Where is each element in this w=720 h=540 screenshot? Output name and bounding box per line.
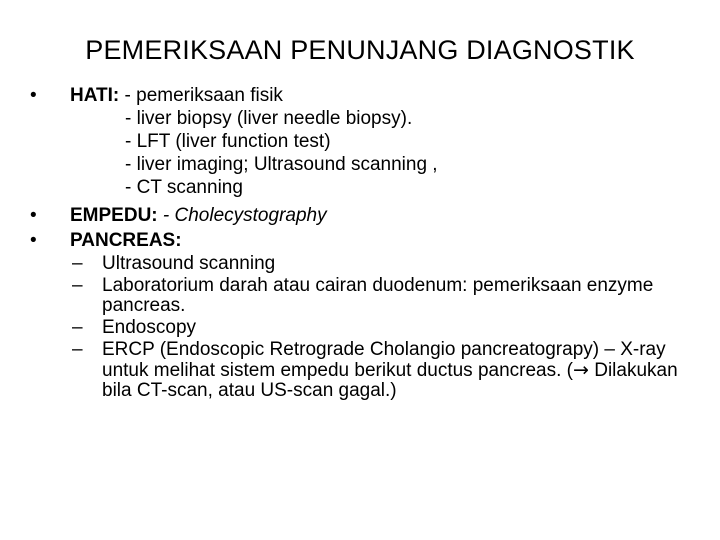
- ercp-text: ERCP (Endoscopic Retrograde Cholangio pancreatograpy) – X-ray untuk melihat sistem empedu berikut ductus pancreas. (: [102, 339, 666, 381]
- bullet-hati: [30, 84, 700, 107]
- pancreas-item-text: Endoscopy: [102, 317, 197, 338]
- bullet-marker: •: [30, 205, 37, 226]
- hati-item: - liver biopsy (liver needle biopsy).: [125, 108, 413, 129]
- pancreas-item-text: Laboratorium darah atau cairan duodenum: pemeriksaan enzyme pancreas.: [102, 275, 654, 316]
- slide-title: PEMERIKSAAN PENUNJANG DIAGNOSTIK: [85, 35, 635, 65]
- pancreas-item-text: Ultrasound scanning: [102, 253, 276, 274]
- pancreas-item: [30, 254, 700, 274]
- dash-marker: –: [72, 317, 83, 338]
- pancreas-label: PANCREAS:: [70, 230, 182, 251]
- hati-item: - CT scanning: [125, 177, 243, 198]
- empedu-text: - Cholecystography: [162, 205, 327, 226]
- dash-marker: –: [72, 253, 83, 274]
- slide-body: [30, 84, 700, 403]
- dash-marker: –: [72, 339, 83, 360]
- bullet-pancreas: [30, 229, 700, 252]
- bullet-marker: •: [30, 85, 37, 106]
- empedu-label: EMPEDU:: [70, 205, 158, 226]
- hati-item: - liver imaging; Ultrasound scanning ,: [125, 154, 438, 175]
- bullet-marker: •: [30, 230, 37, 251]
- pancreas-item: [30, 318, 700, 338]
- dash-marker: –: [72, 275, 83, 296]
- hati-label: HATI:: [70, 85, 120, 106]
- bullet-empedu: [30, 204, 700, 227]
- hati-first-item: - pemeriksaan fisik: [124, 85, 283, 106]
- right-arrow-icon: →: [573, 359, 589, 381]
- ercp-tail-text: Dilakukan bila CT-scan, atau US-scan gagal.): [102, 360, 678, 401]
- hati-item: - LFT (liver function test): [125, 131, 331, 152]
- pancreas-item: [30, 276, 662, 316]
- pancreas-item-ercp: [30, 340, 682, 401]
